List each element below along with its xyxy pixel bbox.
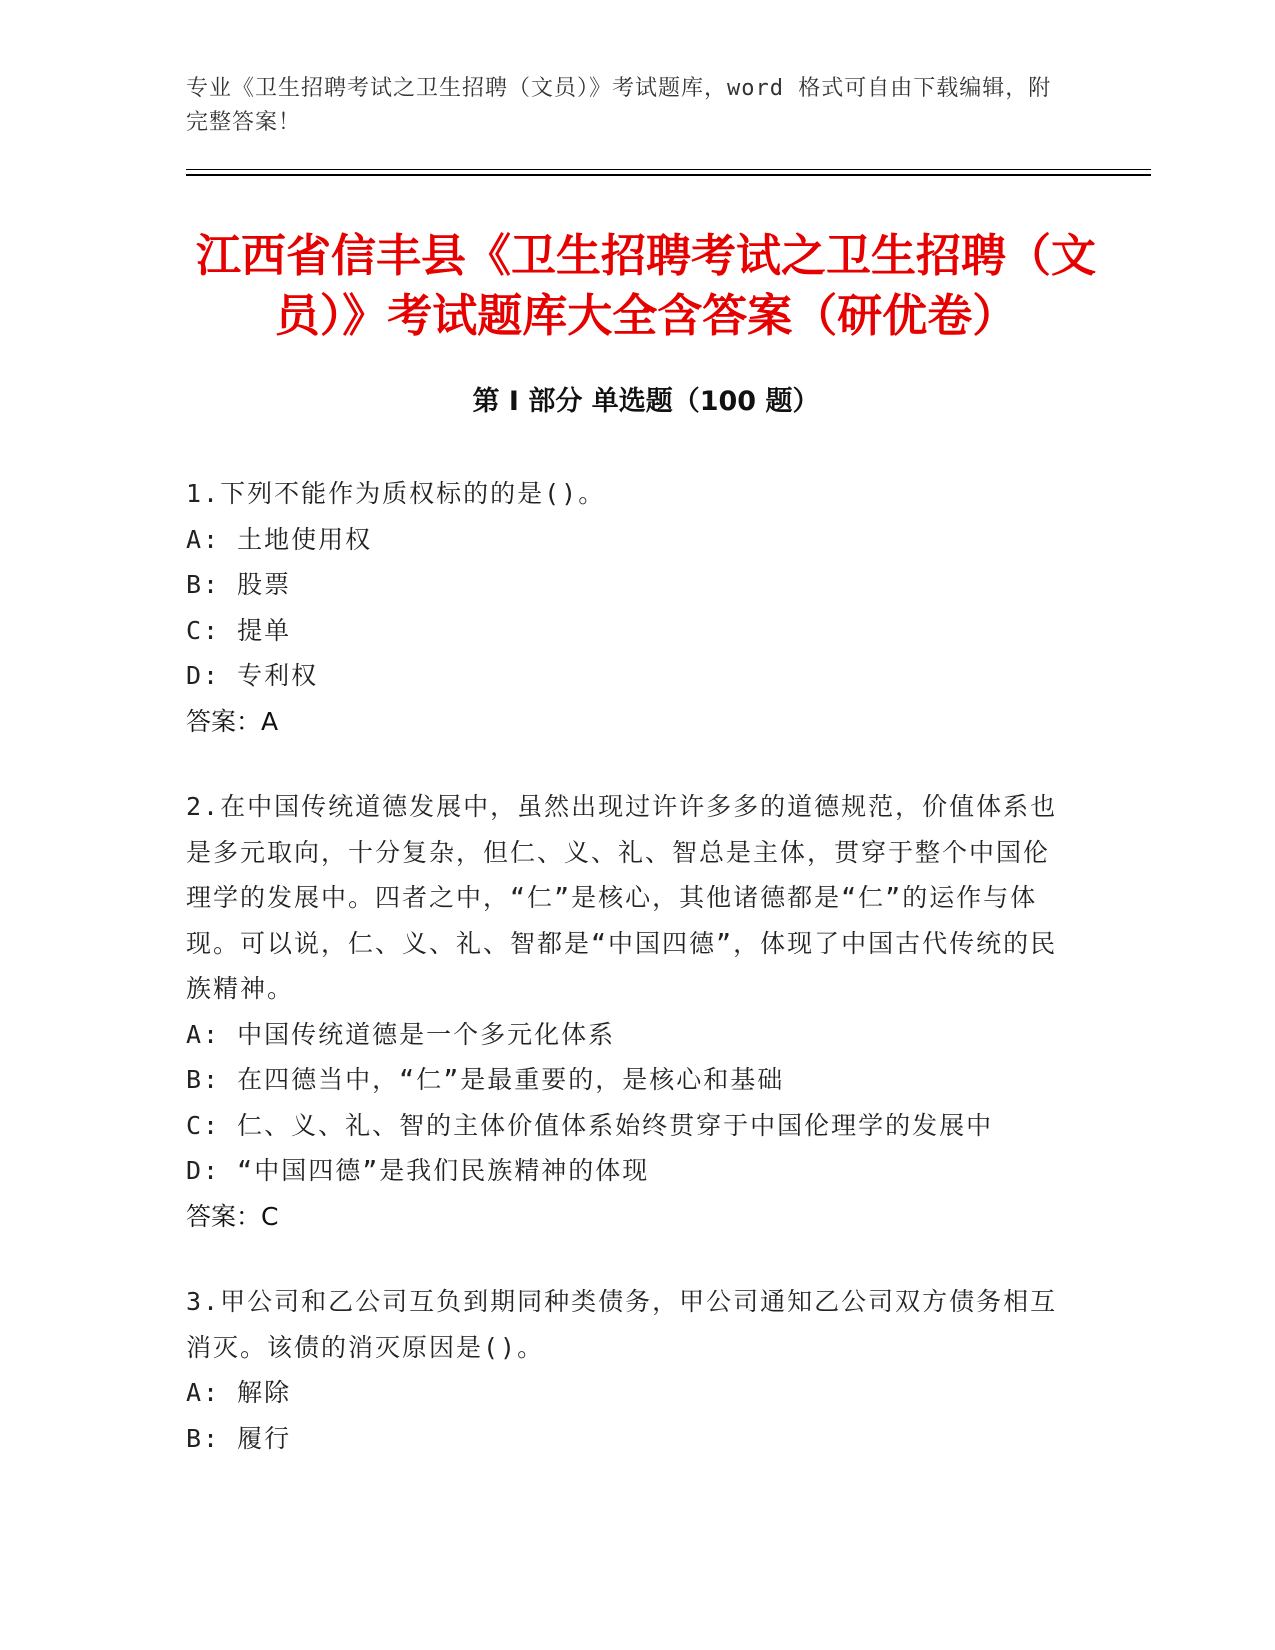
option-a: A: 解除: [186, 1378, 292, 1407]
option-a: A: 土地使用权: [186, 524, 373, 554]
answer-line: 答案：C: [186, 1201, 279, 1231]
option-c: C: 仁、义、礼、智的主体价值体系始终贯穿于中国伦理学的发展中: [186, 1110, 994, 1140]
option-d: D: 专利权: [186, 661, 319, 690]
question-stem: 3.甲公司和乙公司互负到期同种类债务，甲公司通知乙公司双方债务相互消灭。该债的消灭原因是()。: [186, 1287, 1058, 1362]
option-d: D: “中国四德”是我们民族精神的体现: [186, 1156, 650, 1185]
question-1: [186, 471, 1066, 744]
question-stem: 1.下列不能作为质权标的的是()。: [186, 479, 606, 508]
question-list: [186, 471, 1066, 1501]
question-3: [186, 1279, 1066, 1461]
option-b: B: 在四德当中，“仁”是最重要的，是核心和基础: [186, 1065, 785, 1094]
section-heading: 第 I 部分 单选题（100 题）: [472, 386, 820, 417]
question-2: [186, 784, 1066, 1239]
option-a: A: 中国传统道德是一个多元化体系: [186, 1019, 616, 1049]
document-title: 江西省信丰县《卫生招聘考试之卫生招聘（文员）》考试题库大全含答案（研优卷）: [195, 229, 1096, 342]
option-b: B: 股票: [186, 570, 292, 599]
header-note: 专业《卫生招聘考试之卫生招聘（文员）》考试题库，word 格式可自由下载编辑，附完整答案！: [186, 76, 1052, 135]
answer-line: 答案：A: [186, 706, 279, 736]
option-c: C: 提单: [186, 615, 292, 645]
header-divider-thin: [186, 169, 1151, 170]
header-divider-thick: [186, 174, 1151, 176]
question-stem: 2.在中国传统道德发展中，虽然出现过许许多多的道德规范，价值体系也是多元取向，十分复杂，但仁、义、礼、智总是主体，贯穿于整个中国伦理学的发展中。四者之中，“仁”是核心，其他诸德都是“仁”的运作与体现。可以说，仁、义、礼、智都是“中国四德”，体现了中国古代传统的民族精神。: [186, 792, 1058, 1003]
option-b: B: 履行: [186, 1423, 292, 1453]
